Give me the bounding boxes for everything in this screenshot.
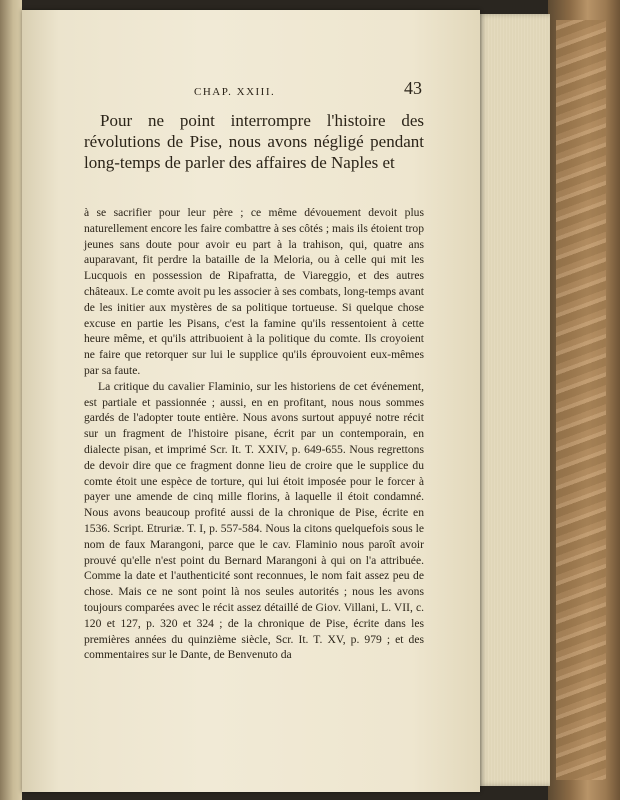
intro-paragraph: Pour ne point interrompre l'histoire des révolutions de Pise, nous avons négligé pendant long-temps de parler des affaires de Naples et bbox=[84, 111, 424, 172]
marbled-board bbox=[556, 20, 606, 780]
footnote-body bbox=[84, 205, 424, 663]
book-page bbox=[22, 10, 480, 792]
intro-text bbox=[84, 110, 424, 173]
body-paragraph-1: à se sacrifier pour leur père ; ce même dévouement devoit plus naturellement encore les faire combattre à ses côtés ; mais ils étoient trop jeunes sans doute pour avoir eu part à la trahison, qui, quatre ans auparavant, fit perdre la bataille de la Meloria, ou à celle qui mit les Lucquois en possession de Ripafratta, de Viareggio, et des autres châteaux. Le comte avoit pu les associer à ses combats, long-temps avant de les initier aux mystères de sa politique tortueuse. Si quelque chose excuse en partie les Pisans, c'est la famine qu'ils ressentoient à cette heure même, et qu'ils attribuoient à la politique du comte. Ils croyoient ne faire que retorquer sur lui le supplice qu'ils éprouvoient eux-mêmes par sa faute. bbox=[84, 206, 424, 377]
page-number: 43 bbox=[404, 78, 422, 98]
page-content bbox=[84, 78, 424, 663]
left-cover bbox=[0, 0, 22, 800]
page-edges bbox=[478, 14, 550, 786]
section-gap bbox=[84, 173, 424, 205]
chapter-heading: CHAP. XXIII. bbox=[194, 86, 276, 98]
running-head bbox=[84, 78, 424, 102]
body-paragraph-2: La critique du cavalier Flaminio, sur les historiens de cet événement, est partiale et passionnée ; aussi, en en profitant, nous nous sommes gardés de l'adopter toute entière. Nous avons surtout appuyé notre récit sur un fragment de l'histoire pisane, écrit par un contemporain, en dialecte pisan, et imprimé Scr. It. T. XXIV, p. 649-655. Nous regrettons de devoir dire que ce fragment donne lieu de croire que le supplice du comte étoit une espèce de torture, qui lui étoit imposée pour le forcer à payer une amende de cinq mille florins, à laquelle il étoit condamné. Nous avons beaucoup profité aussi de la chronique de Pise, écrite en 1536. Script. Etruriæ. T. I, p. 557-584. Nous la citons quelquefois sous le nom de faux Marangoni, parce que le cav. Flaminio nous paroît avoir prouvé qu'elle n'est point du Bernard Marangoni à qui on l'a attribuée. Comme la date et l'authenticité sont reconnues, le nom fait assez peu de chose. Mais ce ne sont point là nos seules autorités ; nous les avons toujours comparées avec le récit assez détaillé de Giov. Villani, L. VII, c. 120 et 127, p. 320 et 324 ; de la chronique de Pise, écrite dans les premières années du quinzième siècle, Scr. It. T. XV, p. 979 ; et des commentaires sur le Dante, de Benvenuto da bbox=[84, 379, 424, 662]
